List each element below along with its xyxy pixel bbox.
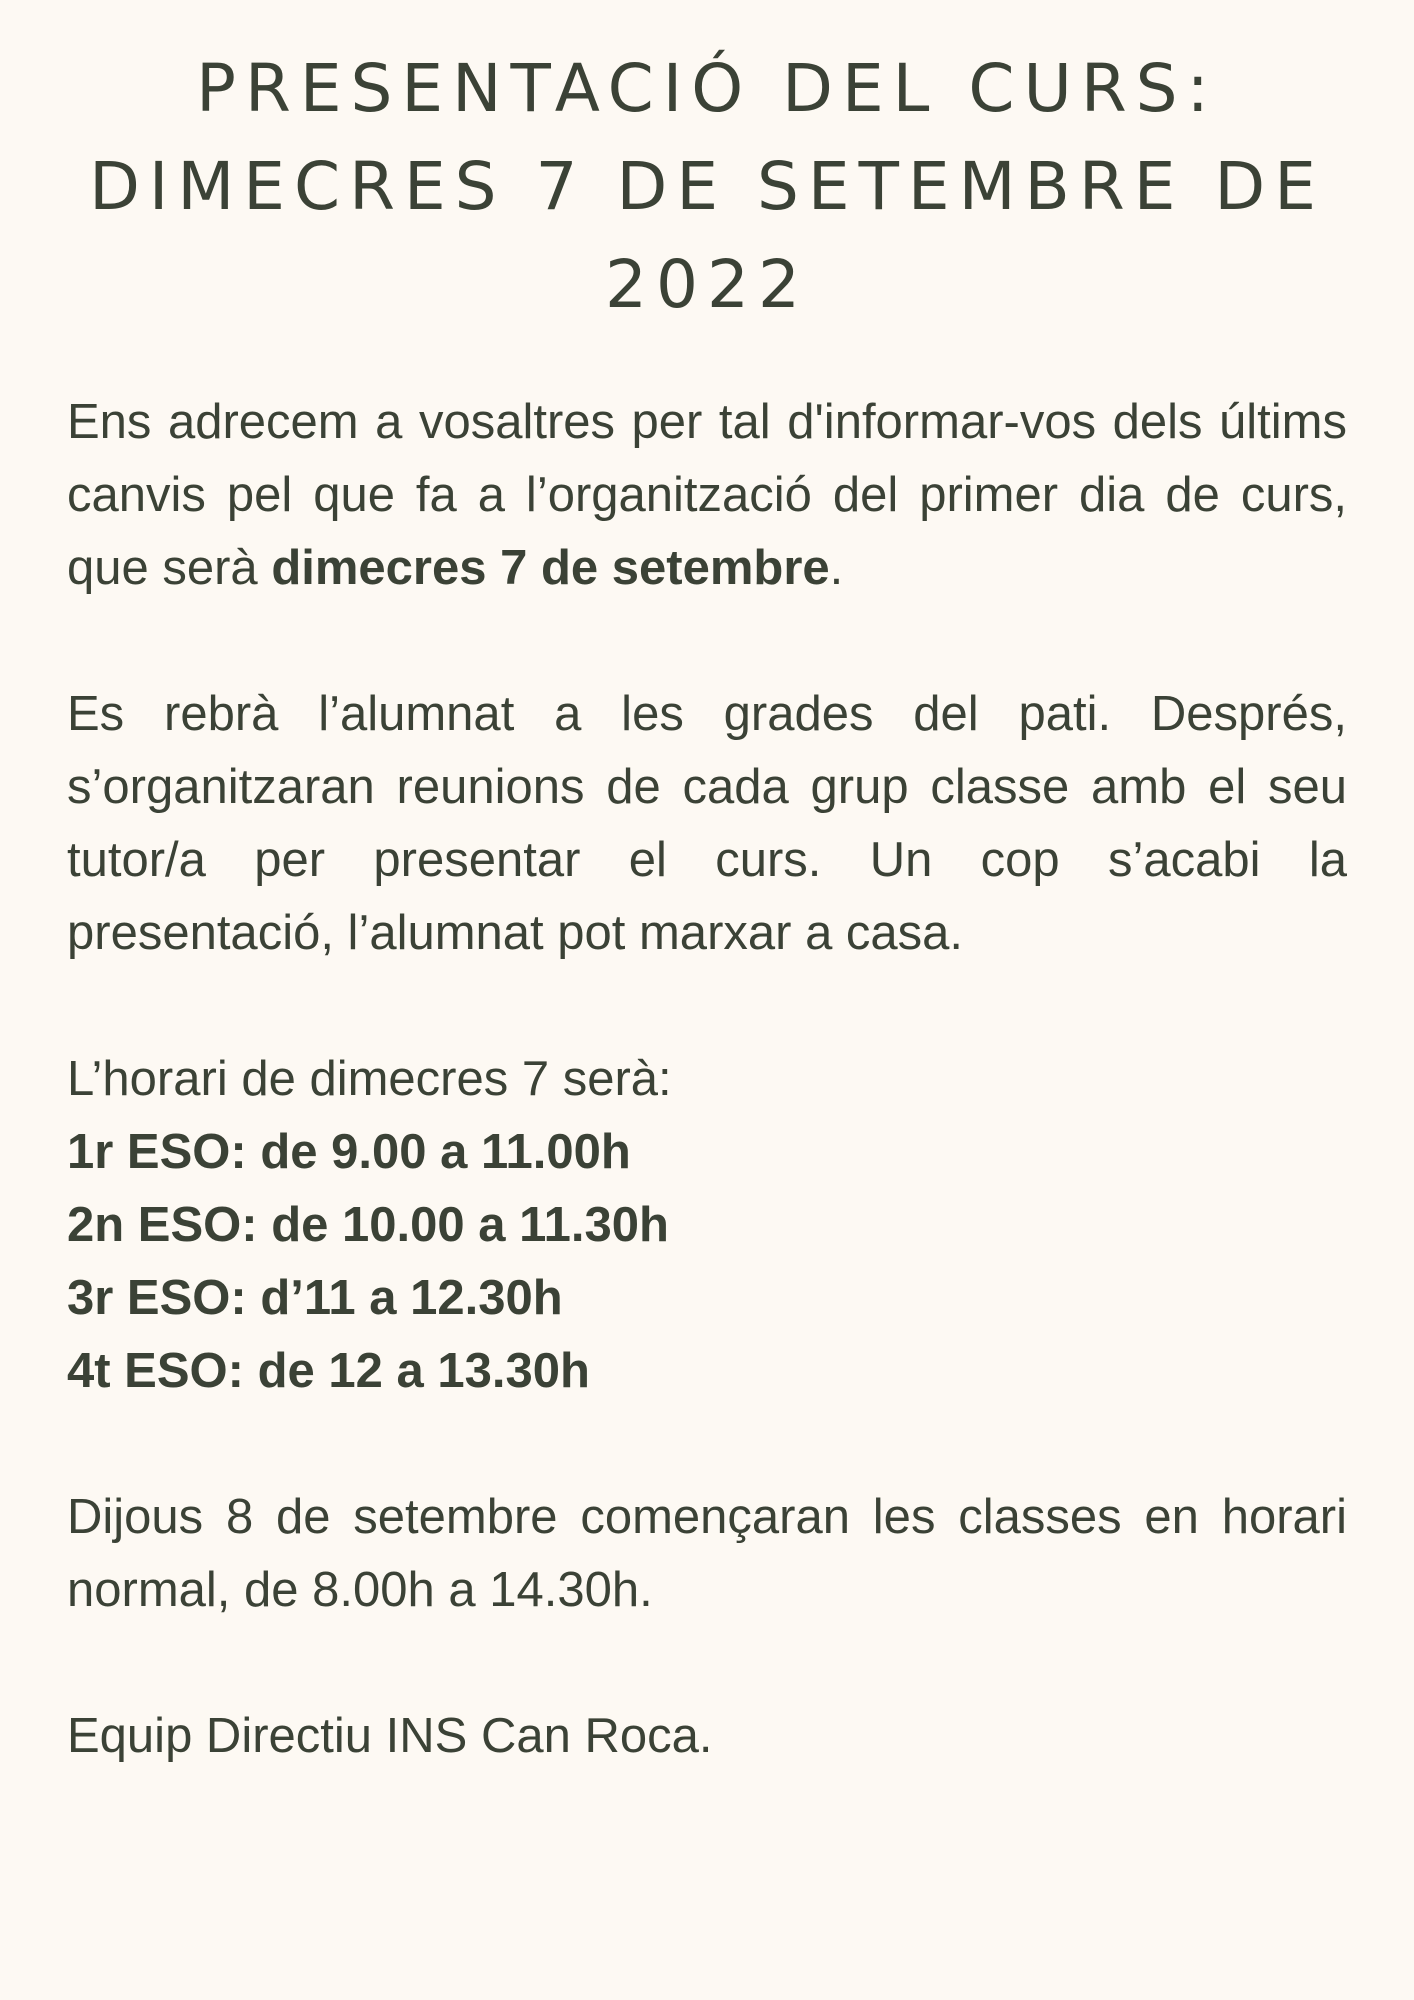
- signature: Equip Directiu INS Can Roca.: [67, 1709, 713, 1763]
- first-day-date: dimecres 7 de setembre: [271, 541, 830, 595]
- announcement-body: [67, 386, 1347, 1773]
- classes-start-paragraph: Dijous 8 de setembre començaran les classes en horari normal, de 8.00h a 14.30h.: [67, 1490, 1347, 1617]
- schedule-intro: L’horari de dimecres 7 serà:: [67, 1052, 672, 1106]
- schedule-item-3r-eso: 3r ESO: d’11 a 12.30h: [67, 1271, 563, 1325]
- intro-paragraph: [67, 386, 1347, 605]
- schedule-item-2n-eso: 2n ESO: de 10.00 a 11.30h: [67, 1198, 669, 1252]
- page-title: [67, 40, 1347, 334]
- intro-text: Ens adrecem a vosaltres per tal d'informar-vos dels últims canvis pel que fa a l’organització del primer dia de curs, que serà: [67, 395, 1347, 595]
- title-line-1: PRESENTACIÓ DEL CURS:: [196, 50, 1218, 127]
- title-line-3: 2022: [605, 246, 809, 323]
- schedule-item-4t-eso: 4t ESO: de 12 a 13.30h: [67, 1344, 590, 1398]
- document-page: [67, 40, 1347, 1773]
- schedule-list: [67, 1116, 1347, 1408]
- intro-text-end: .: [829, 541, 844, 595]
- reception-paragraph: Es rebrà l’alumnat a les grades del pati. Després, s’organitzaran reunions de cada grup classe amb el seu tutor/a per presentar el curs. Un cop s’acabi la presentació, l’alumnat pot marxar a casa.: [67, 687, 1347, 960]
- schedule-item-1r-eso: 1r ESO: de 9.00 a 11.00h: [67, 1125, 631, 1179]
- title-line-2: DIMECRES 7 DE SETEMBRE DE: [89, 148, 1325, 225]
